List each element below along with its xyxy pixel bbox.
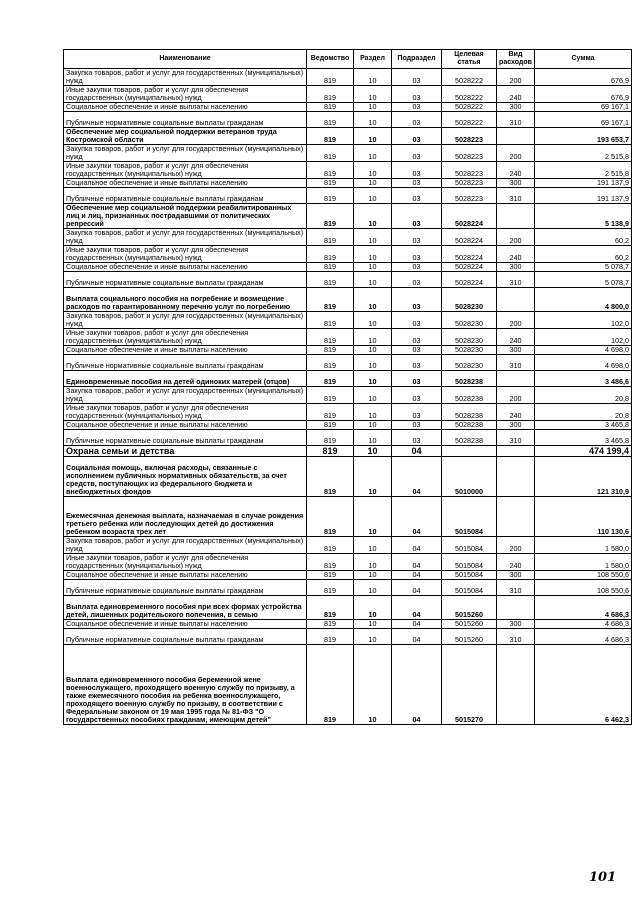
cell-name: Социальное обеспечение и иные выплаты населению xyxy=(64,263,307,272)
cell-sum: 676,9 xyxy=(535,69,632,86)
table-row xyxy=(64,288,632,312)
cell-podr: 03 xyxy=(392,103,442,112)
table-row xyxy=(64,387,632,404)
cell-ved: 819 xyxy=(307,179,354,188)
cell-ved: 819 xyxy=(307,128,354,145)
header-razdel: Раздел xyxy=(354,50,392,69)
cell-name: Социальное обеспечение и иные выплаты населению xyxy=(64,346,307,355)
cell-name: Закупка товаров, работ и услуг для государственных (муниципальных) нужд xyxy=(64,387,307,404)
cell-vr: 310 xyxy=(497,188,535,204)
table-row xyxy=(64,554,632,571)
cell-ved: 819 xyxy=(307,329,354,346)
cell-name: Публичные нормативные социальные выплаты гражданам xyxy=(64,188,307,204)
header-expense-type: Вид расходов xyxy=(497,50,535,69)
cell-vr: 240 xyxy=(497,86,535,103)
cell-name: Закупка товаров, работ и услуг для государственных (муниципальных) нужд xyxy=(64,537,307,554)
cell-podr: 04 xyxy=(392,596,442,620)
cell-razd: 10 xyxy=(354,179,392,188)
cell-name: Публичные нормативные социальные выплаты гражданам xyxy=(64,430,307,446)
cell-name: Иные закупки товаров, работ и услуг для обеспечения государственных (муниципальных) нужд xyxy=(64,162,307,179)
cell-cs: 5028224 xyxy=(442,272,497,288)
cell-vr: 300 xyxy=(497,620,535,629)
table-row xyxy=(64,179,632,188)
cell-sum: 5 078,7 xyxy=(535,263,632,272)
cell-ved: 819 xyxy=(307,457,354,497)
cell-name: Иные закупки товаров, работ и услуг для обеспечения государственных (муниципальных) нужд xyxy=(64,404,307,421)
cell-vr: 310 xyxy=(497,629,535,645)
header-vedomstvo: Ведомство xyxy=(307,50,354,69)
cell-cs: 5015260 xyxy=(442,620,497,629)
cell-razd: 10 xyxy=(354,86,392,103)
cell-ved: 819 xyxy=(307,421,354,430)
cell-ved: 819 xyxy=(307,112,354,128)
cell-vr: 240 xyxy=(497,329,535,346)
cell-vr: 310 xyxy=(497,272,535,288)
cell-razd: 10 xyxy=(354,162,392,179)
cell-razd: 10 xyxy=(354,145,392,162)
cell-cs: 5028230 xyxy=(442,355,497,371)
cell-ved: 819 xyxy=(307,246,354,263)
cell-cs: 5015260 xyxy=(442,629,497,645)
cell-name: Публичные нормативные социальные выплаты гражданам xyxy=(64,272,307,288)
table-row xyxy=(64,421,632,430)
cell-name: Социальное обеспечение и иные выплаты населению xyxy=(64,620,307,629)
cell-cs: 5028224 xyxy=(442,229,497,246)
cell-ved: 819 xyxy=(307,446,354,457)
cell-razd: 10 xyxy=(354,288,392,312)
table-row xyxy=(64,229,632,246)
cell-sum: 3 465,8 xyxy=(535,430,632,446)
cell-sum: 191 137,9 xyxy=(535,179,632,188)
cell-sum: 69 167,1 xyxy=(535,112,632,128)
table-row xyxy=(64,430,632,446)
cell-name: Иные закупки товаров, работ и услуг для обеспечения государственных (муниципальных) нужд xyxy=(64,246,307,263)
cell-vr: 310 xyxy=(497,355,535,371)
cell-vr xyxy=(497,446,535,457)
cell-vr xyxy=(497,204,535,229)
cell-name: Закупка товаров, работ и услуг для государственных (муниципальных) нужд xyxy=(64,69,307,86)
cell-ved: 819 xyxy=(307,103,354,112)
cell-ved: 819 xyxy=(307,620,354,629)
cell-podr: 03 xyxy=(392,272,442,288)
cell-ved: 819 xyxy=(307,645,354,725)
cell-name: Иные закупки товаров, работ и услуг для обеспечения государственных (муниципальных) нужд xyxy=(64,329,307,346)
cell-vr: 200 xyxy=(497,69,535,86)
table-row xyxy=(64,162,632,179)
table-header-row xyxy=(64,50,632,69)
cell-ved: 819 xyxy=(307,188,354,204)
cell-razd: 10 xyxy=(354,246,392,263)
cell-name: Охрана семьи и детства xyxy=(64,446,307,457)
cell-razd: 10 xyxy=(354,263,392,272)
cell-sum: 4 800,0 xyxy=(535,288,632,312)
cell-podr: 03 xyxy=(392,246,442,263)
cell-cs: 5028224 xyxy=(442,263,497,272)
cell-vr: 200 xyxy=(497,537,535,554)
cell-vr xyxy=(497,596,535,620)
cell-sum: 193 653,7 xyxy=(535,128,632,145)
cell-sum: 110 130,6 xyxy=(535,497,632,537)
cell-cs: 5028230 xyxy=(442,346,497,355)
cell-cs: 5015084 xyxy=(442,537,497,554)
cell-podr: 03 xyxy=(392,371,442,387)
cell-ved: 819 xyxy=(307,387,354,404)
cell-razd: 10 xyxy=(354,404,392,421)
cell-cs: 5028223 xyxy=(442,179,497,188)
cell-podr: 04 xyxy=(392,620,442,629)
table-row xyxy=(64,103,632,112)
cell-ved: 819 xyxy=(307,537,354,554)
cell-vr xyxy=(497,645,535,725)
cell-razd: 10 xyxy=(354,188,392,204)
cell-vr xyxy=(497,128,535,145)
cell-ved: 819 xyxy=(307,69,354,86)
cell-name: Социальное обеспечение и иные выплаты населению xyxy=(64,421,307,430)
table-row xyxy=(64,86,632,103)
table-row xyxy=(64,272,632,288)
cell-razd: 10 xyxy=(354,571,392,580)
cell-podr: 03 xyxy=(392,329,442,346)
table-row xyxy=(64,620,632,629)
cell-podr: 03 xyxy=(392,179,442,188)
cell-cs: 5028230 xyxy=(442,329,497,346)
cell-cs: 5028223 xyxy=(442,188,497,204)
cell-name: Выплата социального пособия на погребение и возмещение расходов по гарантированному перечню услуг по погребению xyxy=(64,288,307,312)
cell-sum: 1 580,0 xyxy=(535,554,632,571)
cell-cs: 5010000 xyxy=(442,457,497,497)
cell-ved: 819 xyxy=(307,596,354,620)
cell-cs: 5015270 xyxy=(442,645,497,725)
header-name: Наименование xyxy=(64,50,307,69)
cell-sum: 1 580,0 xyxy=(535,537,632,554)
cell-vr xyxy=(497,288,535,312)
table-row xyxy=(64,188,632,204)
cell-podr: 04 xyxy=(392,497,442,537)
cell-name: Закупка товаров, работ и услуг для государственных (муниципальных) нужд xyxy=(64,312,307,329)
cell-podr: 03 xyxy=(392,404,442,421)
cell-vr: 310 xyxy=(497,112,535,128)
table-row xyxy=(64,355,632,371)
cell-name: Обеспечение мер социальной поддержки реабилитированных лиц и лиц, признанных пострадавшими от политических репрессий xyxy=(64,204,307,229)
cell-vr: 240 xyxy=(497,404,535,421)
cell-sum: 20,8 xyxy=(535,387,632,404)
table-row xyxy=(64,204,632,229)
cell-razd: 10 xyxy=(354,346,392,355)
cell-cs: 5015084 xyxy=(442,497,497,537)
cell-sum: 102,0 xyxy=(535,312,632,329)
cell-vr: 300 xyxy=(497,263,535,272)
cell-sum: 191 137,9 xyxy=(535,188,632,204)
cell-cs: 5028238 xyxy=(442,404,497,421)
page-number: 101 xyxy=(589,870,617,885)
cell-ved: 819 xyxy=(307,580,354,596)
table-row xyxy=(64,69,632,86)
cell-vr: 240 xyxy=(497,162,535,179)
cell-razd: 10 xyxy=(354,497,392,537)
table-row xyxy=(64,371,632,387)
cell-podr: 04 xyxy=(392,446,442,457)
cell-razd: 10 xyxy=(354,371,392,387)
cell-cs: 5028230 xyxy=(442,312,497,329)
cell-ved: 819 xyxy=(307,497,354,537)
cell-name: Закупка товаров, работ и услуг для государственных (муниципальных) нужд xyxy=(64,229,307,246)
cell-vr: 310 xyxy=(497,580,535,596)
cell-razd: 10 xyxy=(354,128,392,145)
table-row xyxy=(64,145,632,162)
cell-razd: 10 xyxy=(354,229,392,246)
cell-sum: 5 138,9 xyxy=(535,204,632,229)
table-row xyxy=(64,404,632,421)
cell-ved: 819 xyxy=(307,162,354,179)
cell-vr: 240 xyxy=(497,554,535,571)
cell-vr: 200 xyxy=(497,312,535,329)
cell-vr: 300 xyxy=(497,421,535,430)
cell-razd: 10 xyxy=(354,112,392,128)
table-row xyxy=(64,457,632,497)
cell-razd: 10 xyxy=(354,645,392,725)
cell-razd: 10 xyxy=(354,204,392,229)
cell-name: Иные закупки товаров, работ и услуг для обеспечения государственных (муниципальных) нужд xyxy=(64,86,307,103)
cell-cs: 5028222 xyxy=(442,103,497,112)
cell-ved: 819 xyxy=(307,629,354,645)
cell-sum: 60,2 xyxy=(535,246,632,263)
cell-cs: 5015084 xyxy=(442,571,497,580)
cell-sum: 5 078,7 xyxy=(535,272,632,288)
cell-podr: 03 xyxy=(392,421,442,430)
table-row xyxy=(64,580,632,596)
cell-ved: 819 xyxy=(307,312,354,329)
cell-podr: 04 xyxy=(392,571,442,580)
cell-cs: 5015084 xyxy=(442,554,497,571)
table-row xyxy=(64,446,632,457)
cell-name: Социальное обеспечение и иные выплаты населению xyxy=(64,103,307,112)
cell-razd: 10 xyxy=(354,580,392,596)
budget-table-sheet xyxy=(63,49,631,725)
table-row xyxy=(64,128,632,145)
cell-sum: 69 167,1 xyxy=(535,103,632,112)
cell-podr: 03 xyxy=(392,288,442,312)
cell-cs: 5028222 xyxy=(442,86,497,103)
cell-name: Выплата единовременного пособия при всех формах устройства детей, лишенных родительского попечения, в семью xyxy=(64,596,307,620)
cell-razd: 10 xyxy=(354,629,392,645)
cell-podr: 03 xyxy=(392,128,442,145)
cell-podr: 03 xyxy=(392,162,442,179)
cell-podr: 03 xyxy=(392,312,442,329)
cell-vr: 200 xyxy=(497,145,535,162)
cell-cs: 5028223 xyxy=(442,145,497,162)
cell-razd: 10 xyxy=(354,312,392,329)
cell-sum: 4 686,3 xyxy=(535,596,632,620)
cell-name: Обеспечение мер социальной поддержки ветеранов труда Костромской области xyxy=(64,128,307,145)
cell-razd: 10 xyxy=(354,355,392,371)
cell-razd: 10 xyxy=(354,457,392,497)
cell-sum: 121 310,9 xyxy=(535,457,632,497)
cell-podr: 04 xyxy=(392,645,442,725)
cell-ved: 819 xyxy=(307,355,354,371)
cell-ved: 819 xyxy=(307,346,354,355)
cell-vr: 200 xyxy=(497,229,535,246)
cell-cs: 5015260 xyxy=(442,596,497,620)
cell-name: Социальное обеспечение и иные выплаты населению xyxy=(64,571,307,580)
cell-vr: 300 xyxy=(497,103,535,112)
table-row xyxy=(64,537,632,554)
cell-cs: 5015084 xyxy=(442,580,497,596)
cell-vr: 310 xyxy=(497,430,535,446)
table-row xyxy=(64,329,632,346)
cell-podr: 03 xyxy=(392,112,442,128)
cell-cs xyxy=(442,446,497,457)
cell-ved: 819 xyxy=(307,288,354,312)
cell-razd: 10 xyxy=(354,329,392,346)
cell-ved: 819 xyxy=(307,272,354,288)
cell-sum: 2 515,8 xyxy=(535,145,632,162)
cell-razd: 10 xyxy=(354,620,392,629)
cell-podr: 03 xyxy=(392,204,442,229)
table-row xyxy=(64,497,632,537)
cell-razd: 10 xyxy=(354,272,392,288)
cell-razd: 10 xyxy=(354,421,392,430)
cell-vr xyxy=(497,457,535,497)
cell-ved: 819 xyxy=(307,145,354,162)
cell-sum: 6 462,3 xyxy=(535,645,632,725)
cell-vr: 300 xyxy=(497,571,535,580)
cell-podr: 03 xyxy=(392,430,442,446)
cell-cs: 5028230 xyxy=(442,288,497,312)
cell-podr: 03 xyxy=(392,387,442,404)
cell-podr: 03 xyxy=(392,145,442,162)
table-row xyxy=(64,246,632,263)
table-row xyxy=(64,263,632,272)
cell-sum: 102,0 xyxy=(535,329,632,346)
cell-name: Публичные нормативные социальные выплаты гражданам xyxy=(64,355,307,371)
cell-sum: 4 686,3 xyxy=(535,620,632,629)
cell-ved: 819 xyxy=(307,263,354,272)
cell-cs: 5028238 xyxy=(442,387,497,404)
cell-razd: 10 xyxy=(354,69,392,86)
cell-cs: 5028222 xyxy=(442,69,497,86)
cell-ved: 819 xyxy=(307,204,354,229)
cell-cs: 5028223 xyxy=(442,162,497,179)
cell-podr: 03 xyxy=(392,346,442,355)
cell-podr: 03 xyxy=(392,188,442,204)
cell-sum: 108 550,6 xyxy=(535,571,632,580)
cell-name: Единовременные пособия на детей одиноких матерей (отцов) xyxy=(64,371,307,387)
cell-sum: 4 686,3 xyxy=(535,629,632,645)
table-row xyxy=(64,596,632,620)
header-target-article: Целевая статья xyxy=(442,50,497,69)
header-sum: Сумма xyxy=(535,50,632,69)
cell-ved: 819 xyxy=(307,404,354,421)
cell-sum: 3 465,8 xyxy=(535,421,632,430)
cell-vr: 200 xyxy=(497,387,535,404)
cell-razd: 10 xyxy=(354,103,392,112)
cell-vr: 240 xyxy=(497,246,535,263)
cell-razd: 10 xyxy=(354,387,392,404)
cell-podr: 03 xyxy=(392,263,442,272)
cell-name: Публичные нормативные социальные выплаты гражданам xyxy=(64,629,307,645)
cell-vr: 300 xyxy=(497,346,535,355)
cell-podr: 04 xyxy=(392,457,442,497)
cell-cs: 5028224 xyxy=(442,246,497,263)
cell-cs: 5028222 xyxy=(442,112,497,128)
cell-name: Выплата единовременного пособия беременной жене военнослужащего, проходящего военную службу по призыву, а также ежемесячного пособия на ребенка военнослужащего, проходящего военную службу по призыву, в соответствии с Федеральным законом от 19 мая 1995 года № 81-ФЗ "О государственных пособиях гражданам, имеющим детей" xyxy=(64,645,307,725)
cell-sum: 2 515,8 xyxy=(535,162,632,179)
cell-podr: 03 xyxy=(392,355,442,371)
table-row xyxy=(64,629,632,645)
budget-table xyxy=(63,49,632,725)
table-row xyxy=(64,346,632,355)
cell-cs: 5028223 xyxy=(442,128,497,145)
cell-sum: 3 486,6 xyxy=(535,371,632,387)
header-podrazdel: Подраздел xyxy=(392,50,442,69)
cell-sum: 4 698,0 xyxy=(535,346,632,355)
cell-vr xyxy=(497,497,535,537)
cell-podr: 04 xyxy=(392,580,442,596)
cell-razd: 10 xyxy=(354,430,392,446)
cell-cs: 5028238 xyxy=(442,371,497,387)
table-body xyxy=(64,69,632,725)
cell-cs: 5028238 xyxy=(442,430,497,446)
cell-name: Социальная помощь, включая расходы, связанные с исполнением публичных нормативных обязательств, за счет средств, поступающих из федерального бюджета и внебюджетных фондов xyxy=(64,457,307,497)
table-row xyxy=(64,571,632,580)
cell-cs: 5028238 xyxy=(442,421,497,430)
cell-podr: 04 xyxy=(392,554,442,571)
cell-podr: 03 xyxy=(392,69,442,86)
cell-name: Публичные нормативные социальные выплаты гражданам xyxy=(64,580,307,596)
cell-name: Закупка товаров, работ и услуг для государственных (муниципальных) нужд xyxy=(64,145,307,162)
cell-ved: 819 xyxy=(307,86,354,103)
cell-vr xyxy=(497,371,535,387)
cell-ved: 819 xyxy=(307,371,354,387)
cell-name: Ежемесячная денежная выплата, назначаемая в случае рождения третьего ребенка или последующих детей до достижения ребенком возраста трех лет xyxy=(64,497,307,537)
cell-sum: 108 550,6 xyxy=(535,580,632,596)
cell-sum: 676,9 xyxy=(535,86,632,103)
cell-podr: 04 xyxy=(392,537,442,554)
table-row xyxy=(64,112,632,128)
cell-vr: 300 xyxy=(497,179,535,188)
cell-razd: 10 xyxy=(354,537,392,554)
cell-sum: 474 199,4 xyxy=(535,446,632,457)
cell-cs: 5028224 xyxy=(442,204,497,229)
cell-podr: 03 xyxy=(392,86,442,103)
cell-ved: 819 xyxy=(307,571,354,580)
cell-ved: 819 xyxy=(307,229,354,246)
cell-sum: 60,2 xyxy=(535,229,632,246)
cell-razd: 10 xyxy=(354,596,392,620)
cell-name: Публичные нормативные социальные выплаты гражданам xyxy=(64,112,307,128)
cell-name: Социальное обеспечение и иные выплаты населению xyxy=(64,179,307,188)
cell-sum: 4 698,0 xyxy=(535,355,632,371)
cell-ved: 819 xyxy=(307,430,354,446)
cell-podr: 03 xyxy=(392,229,442,246)
cell-name: Иные закупки товаров, работ и услуг для обеспечения государственных (муниципальных) нужд xyxy=(64,554,307,571)
table-row xyxy=(64,645,632,725)
cell-razd: 10 xyxy=(354,554,392,571)
cell-podr: 04 xyxy=(392,629,442,645)
cell-ved: 819 xyxy=(307,554,354,571)
cell-razd: 10 xyxy=(354,446,392,457)
table-row xyxy=(64,312,632,329)
cell-sum: 20,8 xyxy=(535,404,632,421)
